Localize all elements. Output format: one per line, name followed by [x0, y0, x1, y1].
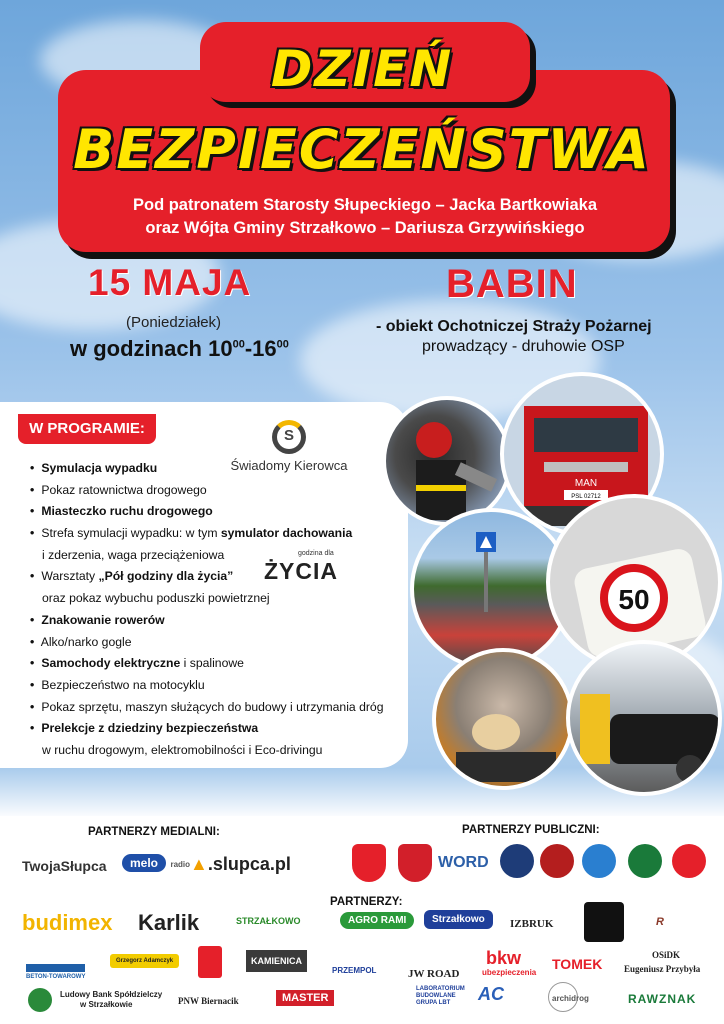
place-organizer: prowadzący - druhowie OSP: [422, 338, 625, 355]
osidk-logo: OSiDK: [652, 950, 681, 960]
title-line-2: BEZPIECZEŃSTWA: [73, 118, 651, 181]
program-list: [30, 458, 410, 762]
laboratorium-logo: LABORATORIUM BUDOWLANE GRUPA LBT: [416, 986, 465, 1006]
photo-car-simulator: [432, 648, 574, 790]
osp-emblem-icon: [672, 844, 706, 878]
agrorami-logo: AGRO RAMI: [340, 912, 414, 929]
powiat-emblem-icon: [352, 844, 386, 882]
place-description: - obiekt Ochotniczej Straży Pożarnej: [376, 318, 652, 335]
kamienica-logo: KAMIENICA: [246, 950, 307, 972]
lbs-emblem-icon: [28, 988, 52, 1012]
osidk-owner: Eugeniusz Przybyła: [624, 964, 701, 974]
list-item: w ruchu drogowym, elektromobilności i Eco-drivingu: [42, 742, 323, 757]
strzalkowo-2-logo: Strzałkowo: [424, 910, 493, 929]
patron-line-2: oraz Wójta Gminy Strzałkowo – Dariusza Grzywińskiego: [145, 219, 585, 237]
partners-title: PARTNERZY:: [330, 896, 403, 908]
jw-road-logo: JW ROAD: [408, 968, 460, 980]
gmina-emblem-icon: [398, 844, 432, 882]
event-place: BABIN: [446, 262, 578, 306]
budimex-logo: budimex: [22, 910, 113, 935]
list-item: • Bezpieczeństwo na motocyklu: [30, 677, 205, 692]
media-partners-title: PARTNERZY MEDIALNI:: [88, 826, 220, 838]
archidrog-logo: archidrog: [552, 994, 589, 1003]
karlik-logo: Karlik: [138, 910, 200, 935]
fire-service-emblem-icon: [540, 844, 574, 878]
sanepid-emblem-icon: [628, 844, 662, 878]
beton-towarowy-logo: BETON-TOWAROWY: [26, 964, 85, 980]
event-date: 15 MAJA: [88, 262, 252, 303]
event-weekday: (Poniedziałek): [126, 314, 222, 331]
godzina-dla-zycia-logo: godzina dla ŻYCIA: [264, 550, 338, 584]
svg-text:MAN: MAN: [574, 478, 598, 489]
ac-logo: AC: [478, 984, 504, 1004]
program-heading: W PROGRAMIE:: [18, 414, 156, 444]
swiadomy-kierowca-icon: S: [272, 420, 306, 454]
tomek-logo: TOMEK: [552, 956, 603, 972]
kartka-badge-icon: [198, 946, 222, 978]
title-line-1: DZIEŃ: [270, 40, 454, 98]
list-item: • Alko/narko gogle: [30, 634, 132, 649]
signature-logo-icon: R: [656, 916, 664, 928]
public-partners-title: PARTNERZY PUBLICZNI:: [462, 824, 600, 836]
list-item: • Pokaz sprzętu, maszyn służących do budowy i utrzymania dróg: [30, 699, 384, 714]
strzalkowo-logo: STRZAŁKOWO: [236, 916, 301, 926]
svg-text:PSL 02712: PSL 02712: [571, 494, 601, 500]
list-item: oraz pokaz wybuchu poduszki powietrznej: [42, 591, 270, 606]
rawznak-logo: RAWZNAK: [628, 992, 697, 1006]
list-item: • Strefa symulacji wypadku: w tym symulator dachowania: [30, 526, 353, 541]
event-hours: w godzinach $10^{00}-16^{00}$: [70, 336, 289, 361]
twojaslupca-logo: TwojaSłupca: [22, 858, 107, 874]
master-logo: MASTER: [276, 990, 334, 1006]
izbruk-logo: IZBRUK: [510, 918, 554, 930]
lbs-location: w Strzałkowie: [80, 1000, 133, 1009]
list-item: • Pokaz ratownictwa drogowego: [30, 482, 207, 497]
pnw-biernacik-logo: PNW Biernacik: [178, 996, 239, 1006]
motorcycle-club-emblem-icon: [584, 902, 624, 942]
list-item: • Warsztaty „Pół godziny dla życia”: [30, 569, 234, 584]
list-item: • Samochody elektryczne i spalinowe: [30, 656, 244, 671]
patron-line-1: Pod patronatem Starosty Słupeckiego – Jacka Bartkowiaka: [132, 196, 597, 214]
grzegorz-adamczyk-logo: Grzegorz Adamczyk: [110, 954, 179, 968]
police-emblem-icon: [500, 844, 534, 878]
partners-section: [0, 816, 724, 1024]
przempol-logo: PRZEMPOL: [332, 966, 377, 975]
melo-radio-logo: melo radio: [122, 854, 190, 872]
bkw-subtitle: ubezpieczenia: [482, 968, 537, 977]
list-item: • Prelekcje z dziedziny bezpieczeństwa: [30, 721, 259, 736]
word-logo: WORD: [438, 854, 489, 871]
lbs-name: Ludowy Bank Spółdzielczy: [60, 990, 163, 999]
list-item: • Miasteczko ruchu drogowego: [30, 504, 213, 519]
swiadomy-kierowca-logo: S Świadomy Kierowca: [214, 420, 364, 473]
photo-car-show: [566, 640, 722, 796]
svg-text:50: 50: [618, 584, 650, 615]
road-authority-emblem-icon: [582, 844, 616, 878]
list-item: • Znakowanie rowerów: [30, 612, 165, 627]
slupca-pl-logo: ▲.slupca.pl: [190, 854, 291, 874]
list-item: • Symulacja wypadku: [30, 461, 158, 475]
photo-firefighter: [382, 396, 512, 526]
list-item: i zderzenia, waga przeciążeniowa: [42, 547, 225, 562]
bkw-logo: bkw: [486, 948, 522, 968]
